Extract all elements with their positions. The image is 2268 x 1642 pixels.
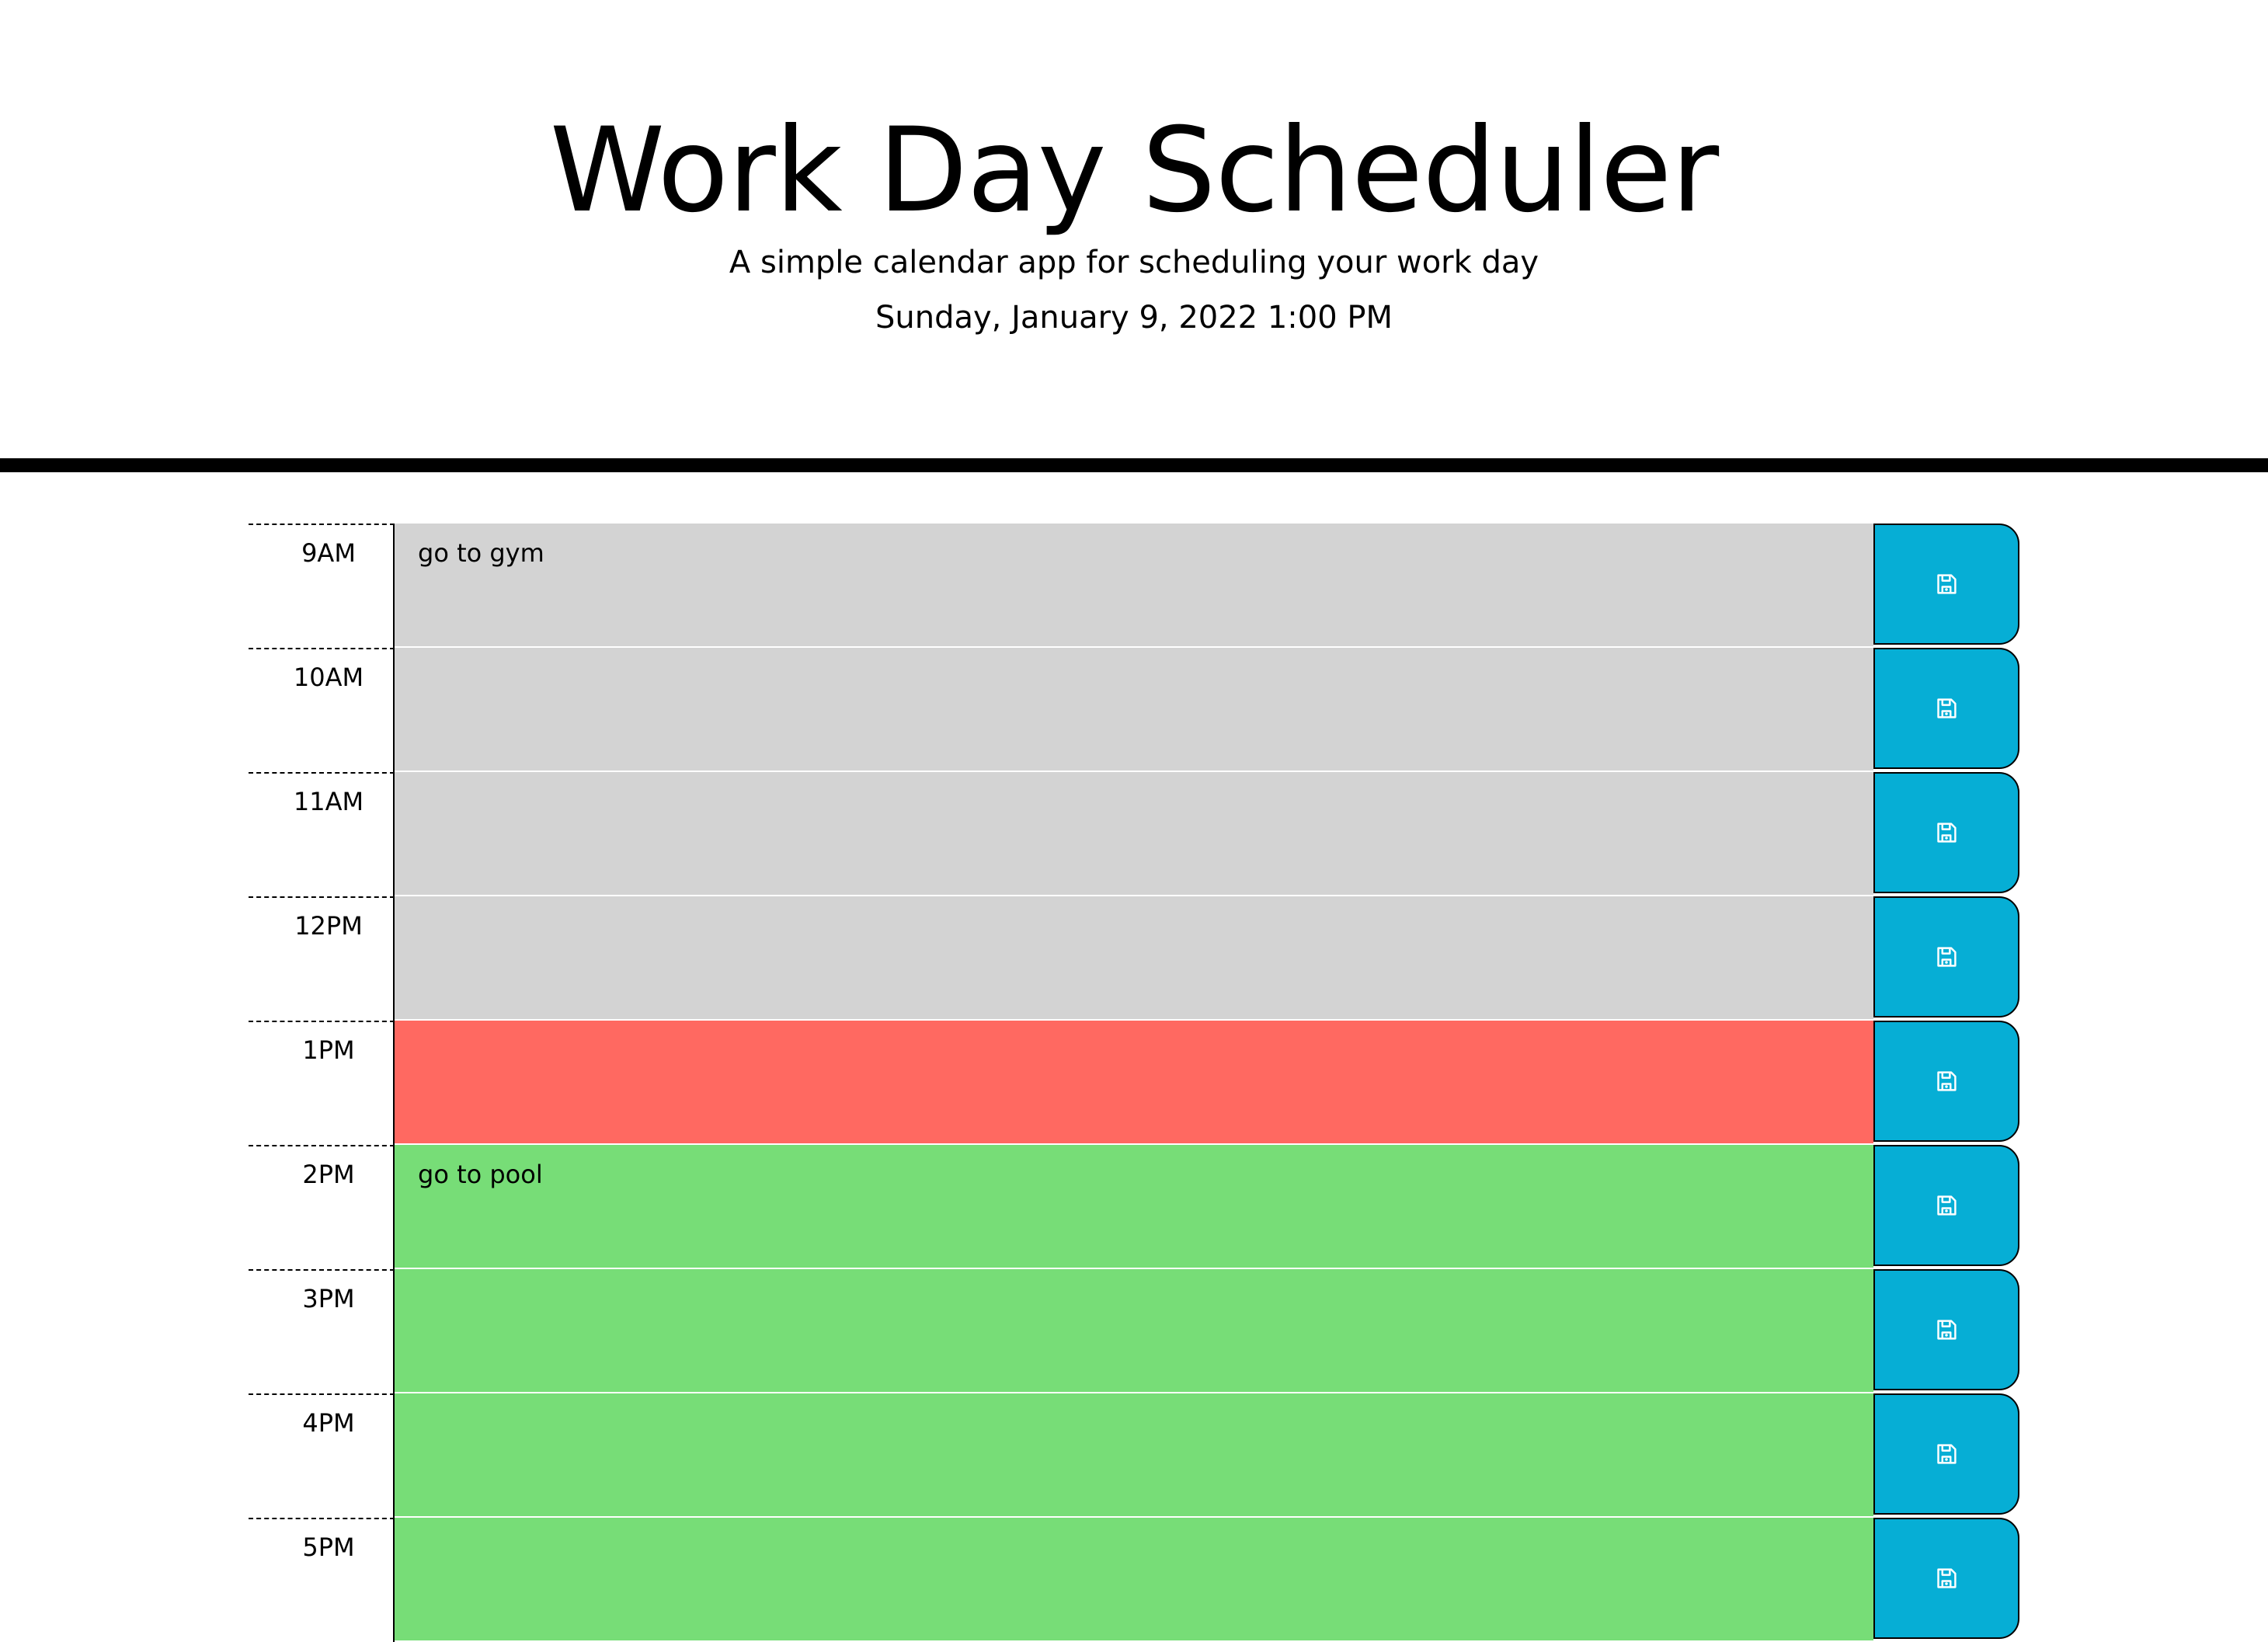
hour-label: 12PM — [249, 896, 395, 1021]
schedule-container — [249, 524, 2019, 1642]
save-button[interactable] — [1873, 1269, 2019, 1390]
save-button[interactable] — [1873, 896, 2019, 1018]
header-divider — [0, 458, 2268, 472]
save-button[interactable] — [1873, 648, 2019, 769]
event-textarea[interactable]: go to gym — [395, 524, 1873, 648]
hour-label: 11AM — [249, 772, 395, 896]
event-textarea[interactable] — [395, 772, 1873, 896]
save-button[interactable] — [1873, 1145, 2019, 1266]
hour-label: 4PM — [249, 1393, 395, 1518]
time-block-3pm — [249, 1269, 2019, 1393]
time-block-11am — [249, 772, 2019, 896]
hour-label: 10AM — [249, 648, 395, 772]
event-textarea[interactable] — [395, 1021, 1873, 1145]
save-button[interactable] — [1873, 1518, 2019, 1639]
time-block-12pm — [249, 896, 2019, 1021]
save-icon — [1936, 698, 1957, 719]
event-textarea[interactable] — [395, 1269, 1873, 1393]
time-block-9am — [249, 524, 2019, 648]
event-textarea[interactable] — [395, 1393, 1873, 1518]
save-icon — [1936, 1567, 1957, 1589]
hour-label: 1PM — [249, 1021, 395, 1145]
save-button[interactable] — [1873, 1393, 2019, 1515]
event-textarea[interactable] — [395, 648, 1873, 772]
save-button[interactable] — [1873, 524, 2019, 645]
current-date-time: Sunday, January 9, 2022 1:00 PM — [875, 300, 1393, 336]
page-subtitle: A simple calendar app for scheduling your work day — [729, 245, 1539, 280]
save-icon — [1936, 1319, 1957, 1341]
event-textarea[interactable] — [395, 1518, 1873, 1642]
save-icon — [1936, 946, 1957, 968]
page-title: Work Day Scheduler — [549, 103, 1719, 238]
event-textarea[interactable]: go to pool — [395, 1145, 1873, 1269]
save-button[interactable] — [1873, 1021, 2019, 1142]
save-icon — [1936, 822, 1957, 844]
time-block-2pm — [249, 1145, 2019, 1269]
hour-label: 3PM — [249, 1269, 395, 1393]
save-icon — [1936, 1443, 1957, 1465]
hour-label: 9AM — [249, 524, 395, 648]
save-icon — [1936, 573, 1957, 595]
time-block-5pm — [249, 1518, 2019, 1642]
time-block-10am — [249, 648, 2019, 772]
time-block-1pm — [249, 1021, 2019, 1145]
save-icon — [1936, 1195, 1957, 1216]
save-icon — [1936, 1070, 1957, 1092]
hour-label: 5PM — [249, 1518, 395, 1642]
time-block-4pm — [249, 1393, 2019, 1518]
hour-label: 2PM — [249, 1145, 395, 1269]
save-button[interactable] — [1873, 772, 2019, 893]
event-textarea[interactable] — [395, 896, 1873, 1021]
page-header — [0, 0, 2268, 458]
